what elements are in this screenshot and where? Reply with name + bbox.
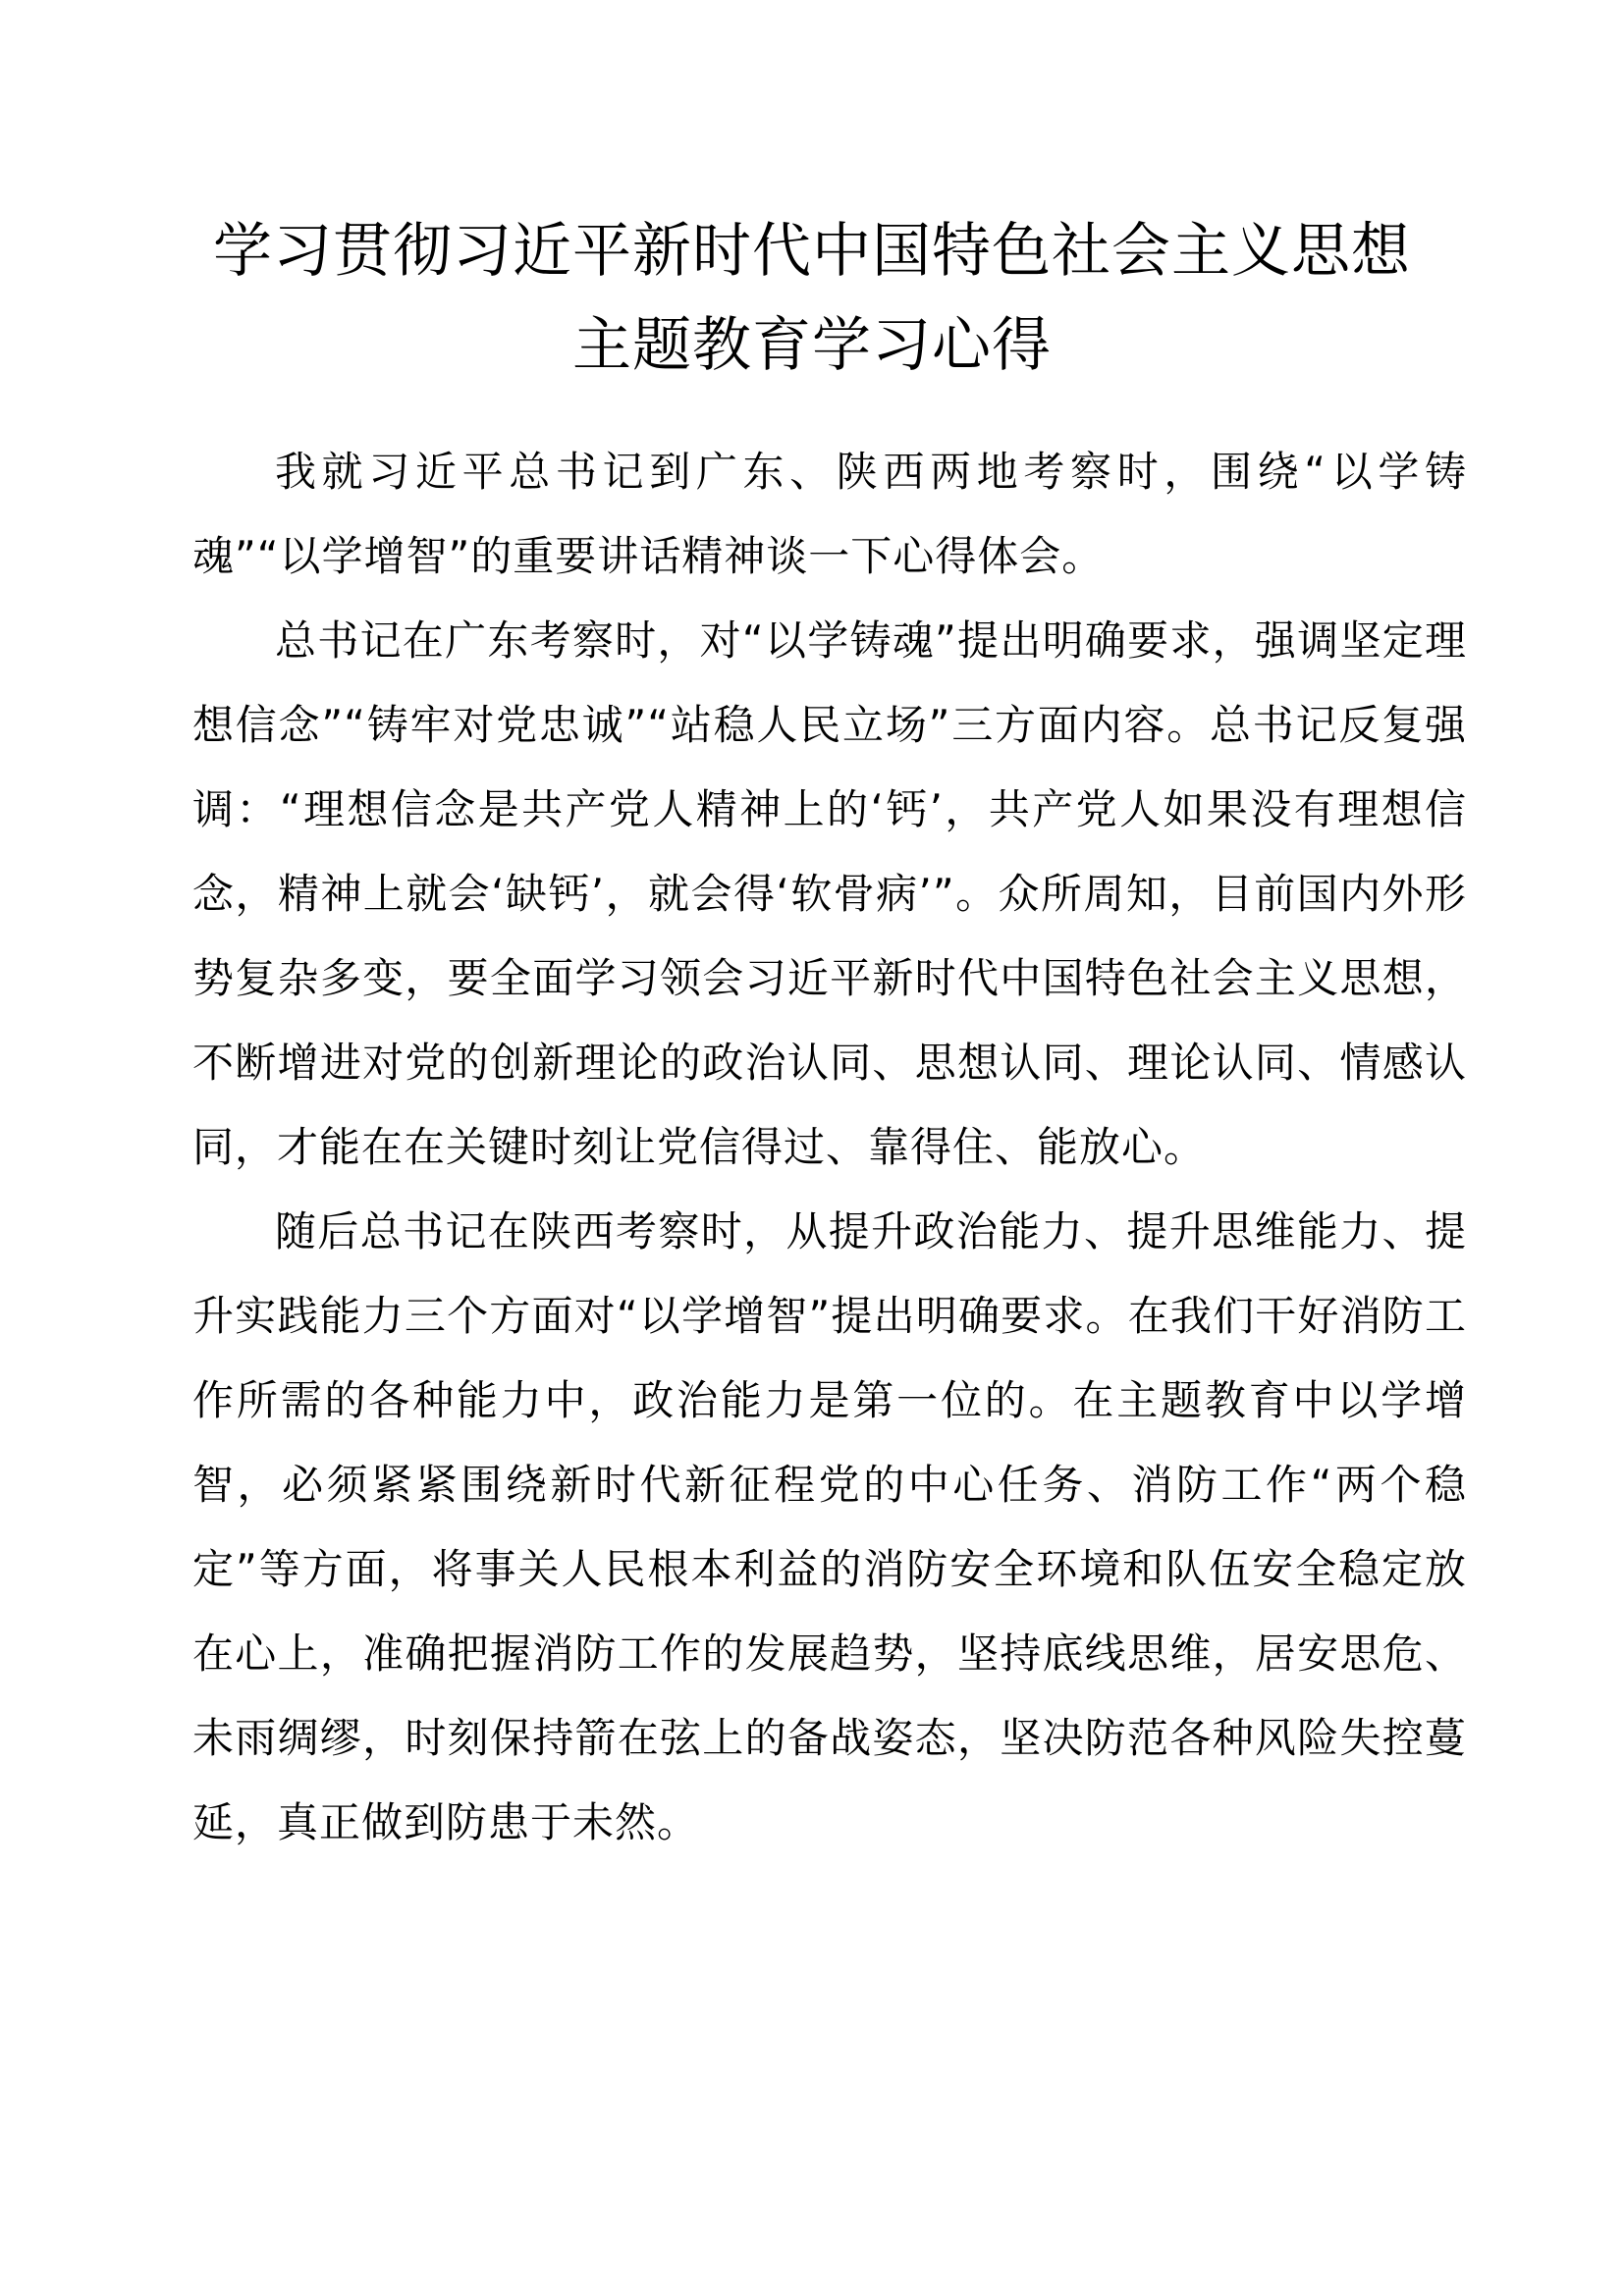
document-title [147,204,1477,393]
paragraph-1: 我就习近平总书记到广东、陕西两地考察时，围绕“以学铸魂”“以学增智”的重要讲话精神谈一下心得体会。 [192,448,1467,580]
paragraph-3: 随后总书记在陕西考察时，从提升政治能力、提升思维能力、提升实践能力三个方面对“以学增智”提出明确要求。在我们干好消防工作所需的各种能力中，政治能力是第一位的。在主题教育中以学增智，必须紧紧围绕新时代新征程党的中心任务、消防工作“两个稳定”等方面，将事关人民根本利益的消防安全环境和队伍安全稳定放在心上，准确把握消防工作的发展趋势，坚持底线思维，居安思危、未雨绸缪，时刻保持箭在弦上的备战姿态，坚决防范各种风险失控蔓延，真正做到防患于未然。 [192,1207,1467,1846]
title-line-1: 学习贯彻习近平新时代中国特色社会主义思想 [213,217,1411,286]
document-body [192,430,1467,1865]
paragraph-2: 总书记在广东考察时，对“以学铸魂”提出明确要求，强调坚定理想信念”“铸牢对党忠诚”“站稳人民立场”三方面内容。总书记反复强调：“理想信念是共产党人精神上的‘钙’，共产党人如果没有理想信念，精神上就会‘缺钙’，就会得‘软骨病’”。众所周知，目前国内外形势复杂多变，要全面学习领会习近平新时代中国特色社会主义思想，不断增进对党的创新理论的政治认同、思想认同、理论认同、情感认同，才能在在关键时刻让党信得过、靠得住、能放心。 [192,616,1467,1171]
title-line-2: 主题教育学习心得 [572,311,1052,380]
